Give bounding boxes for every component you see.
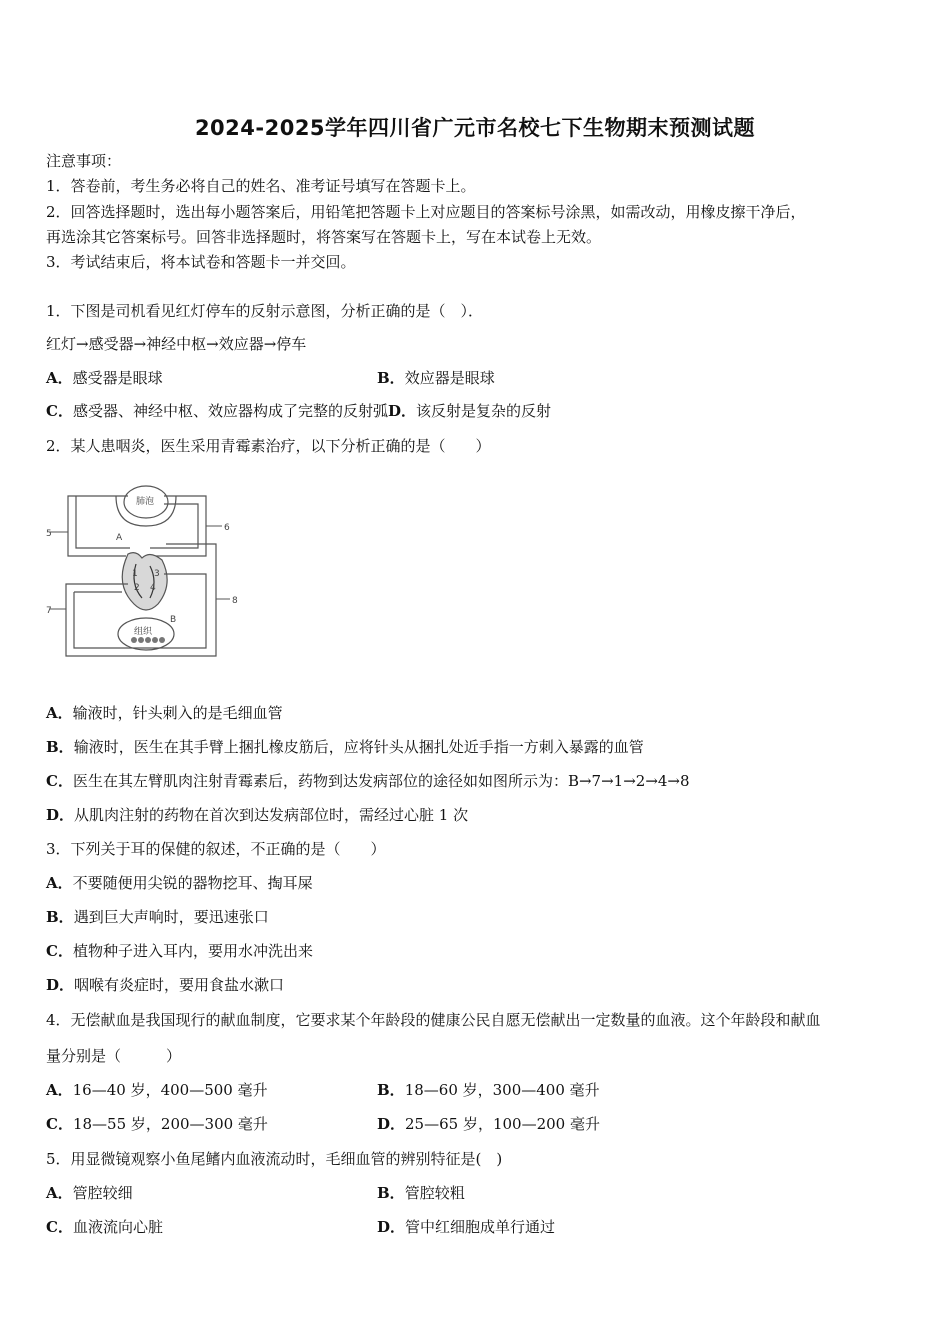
q1-stem: 1．下图是司机看见红灯停车的反射示意图，分析正确的是（ ）． xyxy=(46,302,484,320)
option-letter: C． xyxy=(46,942,73,960)
option-letter: C． xyxy=(46,1218,73,1236)
option-letter: A． xyxy=(46,1081,73,1099)
q2-option-d xyxy=(46,805,468,825)
notice-item-3: 3．考试结束后，将本试卷和答题卡一并交回。 xyxy=(46,253,356,271)
label-2: 2 xyxy=(134,583,140,593)
option-letter: A． xyxy=(46,704,73,722)
label-8: 8 xyxy=(232,596,238,606)
option-text: 18—55 岁，200—300 毫升 xyxy=(72,1115,268,1133)
q4-option-c xyxy=(46,1114,268,1134)
option-text: 输液时，医生在其手臂上捆扎橡皮筋后，应将针头从捆扎处近手指一方刺入暴露的血管 xyxy=(73,738,644,756)
option-letter: D． xyxy=(377,1218,406,1236)
option-text: 18—60 岁，300—400 毫升 xyxy=(404,1081,600,1099)
q2-stem: 2．某人患咽炎，医生采用青霉素治疗，以下分析正确的是（ ） xyxy=(46,437,491,455)
option-text: 管腔较细 xyxy=(72,1184,133,1202)
option-letter: D． xyxy=(387,402,416,420)
q4-stem-line-2: 量分别是（ ） xyxy=(46,1047,182,1065)
option-text: 血液流向心脏 xyxy=(72,1218,163,1236)
circulation-diagram xyxy=(46,484,246,669)
q3-option-a xyxy=(46,873,313,893)
label-5: 5 xyxy=(46,529,52,539)
option-text: 不要随便用尖锐的器物挖耳、掏耳屎 xyxy=(72,874,313,892)
q4-option-b xyxy=(377,1080,600,1100)
option-letter: D． xyxy=(46,976,75,994)
option-text: 感受器、神经中枢、效应器构成了完整的反射弧 xyxy=(72,402,388,420)
q1-option-c-d xyxy=(46,401,551,421)
option-text: 效应器是眼球 xyxy=(404,369,495,387)
notice-item-2a: 2．回答选择题时，选出每小题答案后，用铅笔把答题卡上对应题目的答案标号涂黑，如需改动，用橡皮擦干净后， xyxy=(46,203,806,221)
label-a: A xyxy=(116,533,123,543)
q3-option-c xyxy=(46,941,313,961)
option-text: 输液时，针头刺入的是毛细血管 xyxy=(72,704,283,722)
notice-item-1: 1．答卷前，考生务必将自己的姓名、准考证号填写在答题卡上。 xyxy=(46,177,476,195)
label-3: 3 xyxy=(154,569,160,579)
q5-option-a xyxy=(46,1183,133,1203)
q4-option-d xyxy=(377,1114,600,1134)
option-letter: A． xyxy=(46,1184,73,1202)
option-text: 感受器是眼球 xyxy=(72,369,163,387)
q2-option-c xyxy=(46,771,690,791)
heart-shape xyxy=(122,553,167,610)
label-tissue: 组织 xyxy=(134,627,153,637)
label-lung: 肺泡 xyxy=(136,497,155,507)
option-text: 遇到巨大声响时，要迅速张口 xyxy=(73,908,269,926)
pulmonary-artery-path xyxy=(68,496,128,556)
option-text: 植物种子进入耳内，要用水冲洗出来 xyxy=(72,942,313,960)
q5-option-c xyxy=(46,1217,163,1237)
label-7: 7 xyxy=(46,606,52,616)
q5-option-d xyxy=(377,1217,555,1237)
label-4: 4 xyxy=(150,583,156,593)
q2-option-b xyxy=(46,737,644,757)
option-letter: A． xyxy=(46,874,73,892)
option-text: 管腔较粗 xyxy=(404,1184,465,1202)
option-letter: A． xyxy=(46,369,73,387)
option-letter: D． xyxy=(46,806,75,824)
q2-option-a xyxy=(46,703,283,723)
option-text: 25—65 岁，100—200 毫升 xyxy=(405,1115,600,1133)
option-letter: B． xyxy=(377,1184,405,1202)
page-title: 2024-2025学年四川省广元市名校七下生物期末预测试题 xyxy=(194,116,756,140)
q1-option-a xyxy=(46,368,163,388)
q5-option-b xyxy=(377,1183,465,1203)
option-text: 咽喉有炎症时，要用食盐水漱口 xyxy=(74,976,285,994)
q3-option-b xyxy=(46,907,269,927)
q4-stem-line-1: 4．无偿献血是我国现行的献血制度，它要求某个年龄段的健康公民自愿无偿献出一定数量的血液。这个年龄段和献血 xyxy=(46,1011,821,1029)
notice-heading: 注意事项： xyxy=(46,152,122,170)
q4-option-a xyxy=(46,1080,268,1100)
notice-item-2b: 再选涂其它答案标号。回答非选择题时，将答案写在答题卡上，写在本试卷上无效。 xyxy=(46,228,602,246)
option-letter: B． xyxy=(46,738,74,756)
q3-option-d xyxy=(46,975,284,995)
option-letter: D． xyxy=(377,1115,406,1133)
option-text: 16—40 岁，400—500 毫升 xyxy=(72,1081,268,1099)
option-letter: C． xyxy=(46,1115,73,1133)
option-text: 医生在其左臂肌肉注射青霉素后，药物到达发病部位的途径如如图所示为：B→7→1→2→4→8 xyxy=(72,772,690,790)
option-letter: C． xyxy=(46,402,73,420)
label-b: B xyxy=(170,615,177,625)
q1-option-b xyxy=(377,368,495,388)
q1-flow: 红灯→感受器→神经中枢→效应器→停车 xyxy=(46,335,307,353)
label-1: 1 xyxy=(132,569,138,579)
option-letter: B． xyxy=(46,908,74,926)
option-letter: B． xyxy=(377,369,405,387)
label-6: 6 xyxy=(224,523,230,533)
option-text: 管中红细胞成单行通过 xyxy=(405,1218,556,1236)
option-text: 该反射是复杂的反射 xyxy=(415,402,551,420)
q5-stem: 5．用显微镜观察小鱼尾鳍内血液流动时，毛细血管的辨别特征是( ) xyxy=(46,1150,503,1168)
option-letter: B． xyxy=(377,1081,405,1099)
q3-stem: 3．下列关于耳的保健的叙述，不正确的是（ ） xyxy=(46,840,386,858)
circulation-diagram-svg xyxy=(46,484,246,669)
option-text: 从肌肉注射的药物在首次到达发病部位时，需经过心脏 1 次 xyxy=(74,806,469,824)
option-letter: C． xyxy=(46,772,73,790)
